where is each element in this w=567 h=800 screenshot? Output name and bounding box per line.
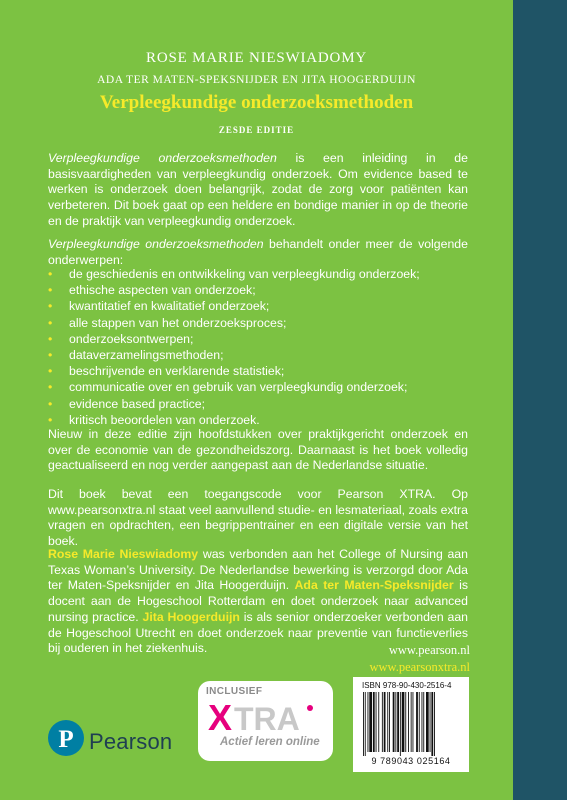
barcode-icon — [361, 692, 461, 756]
list-item: • communicatie over en gebruik van verpleegkundig onderzoek; — [48, 380, 408, 395]
book-title: Verpleegkundige onderzoeksmethoden — [99, 92, 414, 113]
bullet-icon: • — [48, 331, 53, 346]
svg-text:TRA: TRA — [234, 701, 300, 736]
topics-intro-text: behandelt onder meer de volgende onderwerpen: — [48, 237, 468, 267]
edition-label: ZESDE EDITIE — [218, 125, 295, 135]
author-bio-paragraph: Rose Marie Nieswiadomy was verbonden aan het College of Nursing aan Texas Woman’s University. De Nederlandse bewerking is verzorgd door Ada ter Maten-Speksnijder en Jita Hoogerduijn. Ada ter Maten-Speksnijder is docent aan de Hogeschool Rotterdam en doet onderzoek naar advanced nursing practice. Jita Hoogerduijn is als senior onderzoeker verbonden aan de Hogeschool Utrecht en doet onderzoek naar preventie van functieverlies bij ouderen in het ziekenhuis. — [48, 547, 469, 656]
bullet-icon: • — [48, 283, 53, 298]
topics-title-italic: Verpleegkundige onderzoeksmethoden — [48, 237, 264, 251]
bio-name-hoogerduijn: Jita Hoogerduijn — [142, 609, 240, 624]
bio-name-ter-maten: Ada ter Maten-Speksnijder — [294, 578, 454, 593]
bullet-icon: • — [48, 364, 53, 379]
publisher-name: Pearson — [89, 729, 173, 754]
list-item: • de geschiedenis en ontwikkeling van verpleegkundig onderzoek; — [48, 267, 420, 281]
list-item: • kritisch beoordelen van onderzoek. — [48, 412, 260, 427]
intro-text: is een inleiding in de basisvaardigheden van verpleegkundig onderzoek. Om evidence based te werken is onderzoek doen belangrijk, zodat de zorg voor patiënten kan verbeteren. Dit boek gaat op een heldere en bondige manier in op de theorie en de praktijk van verpleegkundig onderzoek. — [48, 151, 468, 228]
xtra-access-paragraph: Dit boek bevat een toegangscode voor Pearson XTRA. Op www.pearsonxtra.nl staat veel aanvullend studie- en lesmateriaal, zoals extra vragen en opdrachten, een begrippentrainer en een digitale versie van het boek. — [48, 487, 468, 549]
spine-edge — [513, 0, 567, 800]
intro-title-italic: Verpleegkundige onderzoeksmethoden — [48, 151, 277, 165]
bio-name-nieswiadomy: Rose Marie Nieswiadomy — [48, 547, 199, 561]
website-pearsonxtra: www.pearsonxtra.nl — [369, 660, 470, 674]
xtra-tagline: Actief leren online — [220, 736, 320, 748]
new-edition-paragraph: Nieuw in deze editie zijn hoofdstukken over praktijkgericht onderzoek en over de economie van de gezondheidszorg. Daarnaast is het boek volledig geactualiseerd en nog verder aangepast aan de Nederlandse situatie. — [48, 427, 468, 473]
author-name: ROSE MARIE NIESWIADOMY — [146, 50, 367, 66]
list-item: • beschrijvende en verklarende statistiek; — [48, 364, 285, 379]
xtra-logo-icon — [206, 698, 328, 736]
bullet-icon: • — [48, 348, 53, 363]
svg-text:P: P — [58, 726, 74, 753]
bullet-icon: • — [48, 412, 53, 427]
bullet-icon: • — [48, 315, 53, 330]
bullet-icon: • — [48, 299, 53, 314]
xtra-inclusief-label: INCLUSIEF — [206, 686, 263, 697]
bullet-icon: • — [48, 396, 53, 411]
pearson-logo-icon — [48, 720, 84, 756]
barcode-label — [353, 677, 469, 772]
list-item: • kwantitatief en kwalitatief onderzoek; — [48, 299, 270, 314]
intro-paragraph — [48, 151, 468, 230]
website-pearson: www.pearson.nl — [388, 643, 470, 657]
bullet-icon: • — [48, 380, 53, 395]
topics-list — [48, 266, 420, 428]
topics-intro-paragraph — [48, 237, 468, 268]
svg-text:X: X — [208, 698, 233, 736]
list-item: • evidence based practice; — [48, 396, 206, 411]
list-item: • ethische aspecten van onderzoek; — [48, 283, 256, 298]
coauthor-names: ADA TER MATEN-SPEKSNIJDER EN JITA HOOGERDUIJN — [97, 74, 416, 86]
isbn-text: ISBN 978-90-430-2516-4 — [362, 681, 452, 690]
barcode-number: 9 789043 025164 — [371, 756, 451, 766]
bullet-icon: • — [48, 267, 53, 281]
xtra-badge — [198, 681, 333, 761]
list-item: • dataverzamelingsmethoden; — [48, 348, 224, 363]
list-item: • onderzoeksontwerpen; — [48, 331, 194, 346]
list-item: • alle stappen van het onderzoeksproces; — [48, 315, 287, 330]
